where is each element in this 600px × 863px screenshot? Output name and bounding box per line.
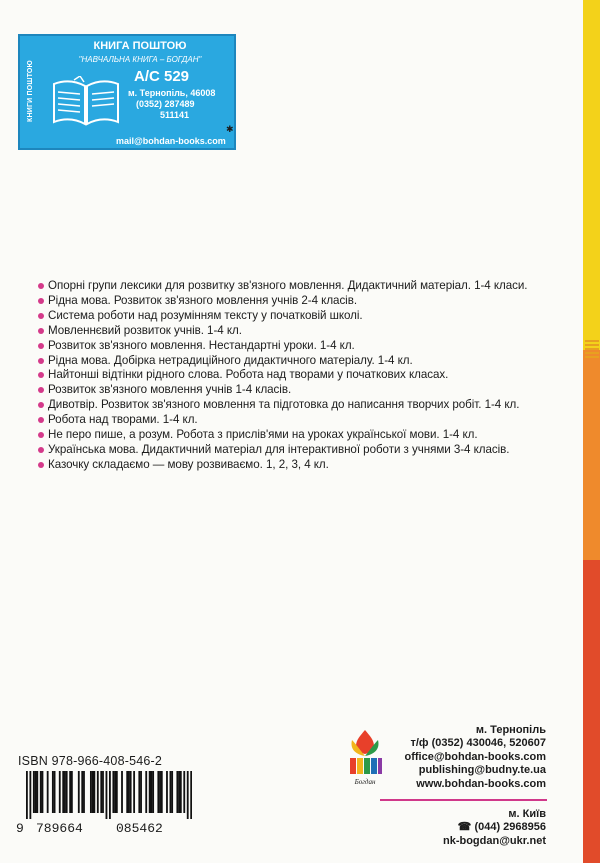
barcode-bar	[114, 771, 116, 813]
stamp-subtitle: "НАВЧАЛЬНА КНИГА – БОГДАН"	[78, 55, 202, 64]
list-item: Розвиток зв'язного мовлення учнів 1-4 класів.	[38, 383, 578, 398]
logo-text: Богдан	[354, 778, 376, 786]
kyiv-contacts	[443, 808, 546, 848]
stamp-city: м. Тернопіль, 46008	[128, 88, 216, 98]
list-item: Українська мова. Дидактичний матеріал для інтерактивної роботи з учнями 3-4 класів.	[38, 443, 578, 458]
barcode-bar	[151, 771, 153, 813]
barcode-bar	[112, 771, 114, 813]
list-item: Робота над творами. 1-4 кл.	[38, 413, 578, 428]
barcode-bar	[130, 771, 132, 813]
open-book-icon	[50, 76, 122, 128]
stamp-phone: (0352) 287489	[136, 99, 195, 109]
barcode-bar	[166, 771, 168, 813]
bullet-dot	[38, 462, 44, 468]
barcode-bar	[40, 771, 42, 813]
list-item: Рідна мова. Розвиток зв'язного мовлення учнів 2-4 класів.	[38, 294, 578, 309]
bullet-dot	[38, 372, 44, 378]
barcode-left-digits: 789664	[36, 821, 83, 836]
publisher-city: м. Тернопіль	[475, 724, 546, 736]
barcode-bar	[62, 771, 64, 813]
bullet-dot	[38, 328, 44, 334]
list-item: Не перо пише, а розум. Робота з прислів'ями на уроках української мови. 1-4 кл.	[38, 428, 578, 443]
barcode-bar	[106, 771, 108, 819]
barcode-bar	[64, 771, 66, 813]
barcode-bar	[92, 771, 94, 813]
barcode-bar	[138, 771, 140, 813]
barcode-bar	[116, 771, 118, 813]
bullet-dot	[38, 343, 44, 349]
kyiv-phone: (044) 2968956	[474, 821, 546, 834]
list-item: Дивотвір. Розвиток зв'язного мовлення та підготовка до написання творчих робіт. 1-4 кл.	[38, 398, 578, 413]
barcode-bar	[102, 771, 104, 813]
kyiv-phone-line	[443, 821, 546, 834]
list-item: Опорні групи лексики для розвитку зв'язного мовлення. Дидактичний матеріал. 1-4 класи.	[38, 279, 578, 294]
barcode-bar	[100, 771, 102, 813]
barcode-bar	[187, 771, 189, 819]
stamp-title: КНИГА ПОШТОЮ	[93, 40, 187, 52]
list-item: Система роботи над розумінням тексту у початковій школі.	[38, 309, 578, 324]
barcode-lead-digit: 9	[16, 821, 24, 836]
publisher-email-office: office@bohdan-books.com	[404, 750, 546, 763]
barcode-bar	[66, 771, 68, 813]
stamp-box-code: А/С 529	[134, 68, 190, 85]
list-item: Розвиток зв'язного мовлення. Нестандартні уроки. 1-4 кл.	[38, 339, 578, 354]
barcode-bar	[180, 771, 182, 813]
barcode-bar	[83, 771, 85, 813]
bullet-dot	[38, 432, 44, 438]
barcode-bar	[35, 771, 37, 813]
barcode-bar	[171, 771, 173, 813]
list-item: Найтонші відтінки рідного слова. Робота над творами у початкових класах.	[38, 368, 578, 383]
barcode-bar	[140, 771, 142, 813]
barcode-bar	[145, 771, 147, 813]
contacts-divider	[380, 799, 547, 801]
publisher-logo	[346, 726, 384, 788]
bullet-dot	[38, 298, 44, 304]
publisher-phone: т/ф (0352) 430046, 520607	[410, 737, 546, 750]
stamp-mark: ✱	[226, 124, 234, 134]
barcode-bar	[128, 771, 130, 813]
stamp-email: mail@bohdan-books.com	[116, 136, 226, 146]
publisher-email-publishing: publishing@budny.te.ua	[418, 764, 546, 777]
barcode-bar	[81, 771, 83, 813]
list-item: Рідна мова. Добірка нетрадиційного дидактичного матеріалу. 1-4 кл.	[38, 354, 578, 369]
barcode-bar	[152, 771, 154, 813]
bullet-dot	[38, 358, 44, 364]
bullet-dot	[38, 417, 44, 423]
barcode-bar	[54, 771, 56, 813]
barcode-bar	[190, 771, 192, 819]
edge-stripe-red	[583, 560, 600, 863]
related-books-list	[38, 279, 578, 473]
barcode-bar	[90, 771, 92, 813]
barcode-bar	[161, 771, 163, 813]
barcode-bar	[109, 771, 111, 819]
barcode-right-digits: 085462	[116, 821, 163, 836]
barcode-bar	[97, 771, 99, 813]
barcode-bar	[36, 771, 38, 813]
barcode-bar	[59, 771, 61, 813]
barcode-bar	[93, 771, 95, 813]
list-item: Мовленнєвий розвиток учнів. 1-4 кл.	[38, 324, 578, 339]
barcode-bar	[52, 771, 54, 813]
edge-dots	[585, 340, 599, 358]
barcode-bar	[121, 771, 123, 813]
barcode-bar	[71, 771, 73, 813]
barcode-bar	[149, 771, 151, 813]
barcode-bar	[126, 771, 128, 813]
barcode-bar	[33, 771, 35, 813]
barcode-bar	[26, 771, 28, 819]
mail-order-stamp	[18, 34, 236, 150]
bullet-dot	[38, 313, 44, 319]
isbn-label: ISBN 978-966-408-546-2	[18, 754, 163, 768]
barcode-bar	[159, 771, 161, 813]
barcode-bar	[170, 771, 172, 813]
barcode-bar	[133, 771, 135, 813]
bullet-dot	[38, 402, 44, 408]
barcode-bar	[69, 771, 71, 813]
stamp-phone2: 511141	[160, 110, 190, 120]
stamp-vertical-label: КНИГИ ПОШТОЮ	[27, 60, 34, 122]
barcode-bar	[157, 771, 159, 813]
barcode-bar	[78, 771, 80, 813]
barcode-bar	[47, 771, 49, 813]
kyiv-city: м. Київ	[508, 808, 546, 820]
bullet-dot	[38, 447, 44, 453]
list-item: Казочку складаємо — мову розвиваємо. 1, 2, 3, 4 кл.	[38, 458, 578, 473]
kyiv-email: nk-bogdan@ukr.net	[442, 834, 546, 847]
barcode-bar	[178, 771, 180, 813]
barcode-bar	[183, 771, 185, 813]
publisher-contacts	[404, 724, 546, 791]
barcode-bar	[29, 771, 31, 819]
barcode	[26, 771, 192, 819]
barcode-bar	[42, 771, 44, 813]
publisher-website: www.bohdan-books.com	[416, 777, 546, 790]
bullet-dot	[38, 387, 44, 393]
barcode-bar	[176, 771, 178, 813]
bullet-dot	[38, 283, 44, 289]
phone-icon: ☎	[457, 821, 472, 834]
